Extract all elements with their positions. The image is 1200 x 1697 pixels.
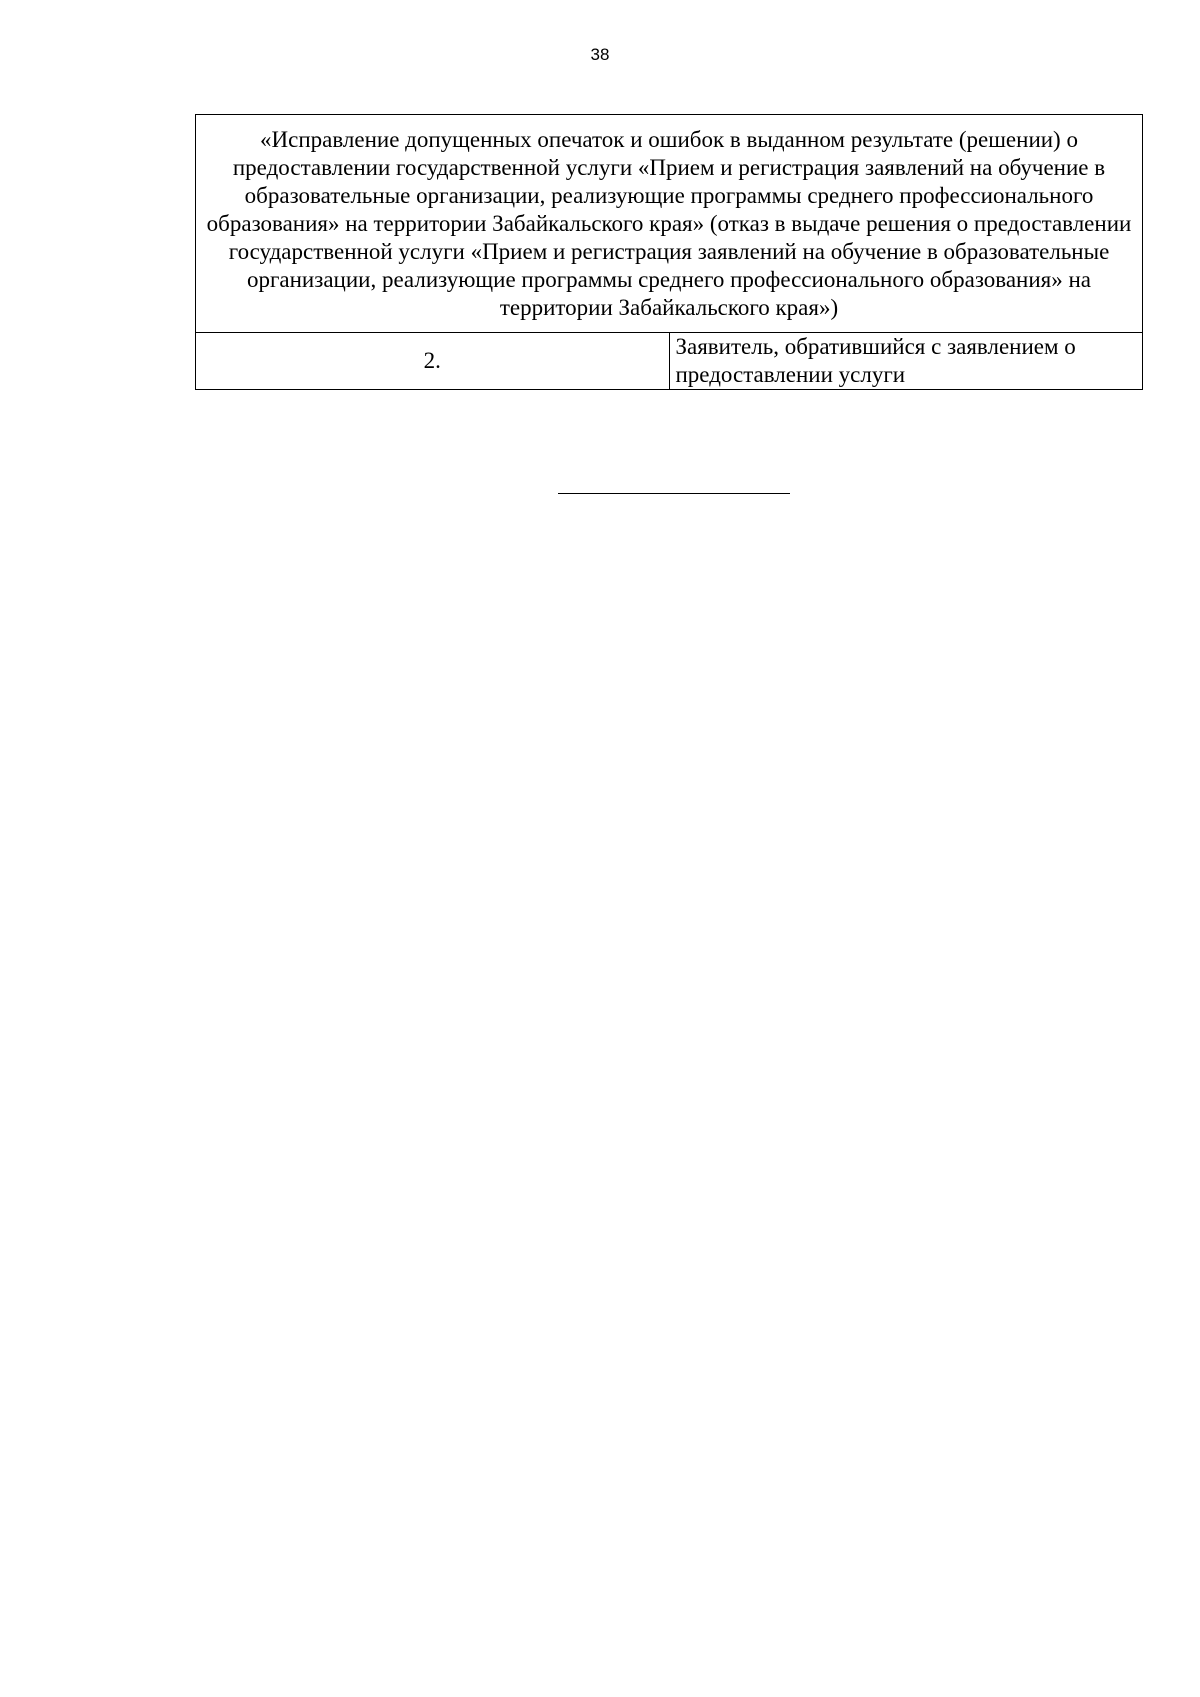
table-row-heading bbox=[196, 115, 1143, 333]
table-merged-cell: «Исправление допущенных опечаток и ошибок в выданном результате (решении) о предоставлении государственной услуги «Прием и регистрация заявлений на обучение в образовательные организации, реализующие программы среднего профессионального образования» на территории Забайкальского края» (отказ в выдаче решения о предоставлении государственной услуги «Прием и регистрация заявлений на обучение в образовательные организации, реализующие программы среднего профессионального образования» на территории Забайкальского края») bbox=[196, 115, 1143, 333]
variants-table bbox=[195, 114, 1143, 390]
page-number: 38 bbox=[590, 45, 610, 64]
table-cell-text: Заявитель, обратившийся с заявлением о предоставлении услуги bbox=[669, 333, 1143, 390]
closing-divider-line bbox=[558, 493, 790, 494]
table-row bbox=[196, 333, 1143, 390]
table-cell-number: 2. bbox=[196, 333, 670, 390]
